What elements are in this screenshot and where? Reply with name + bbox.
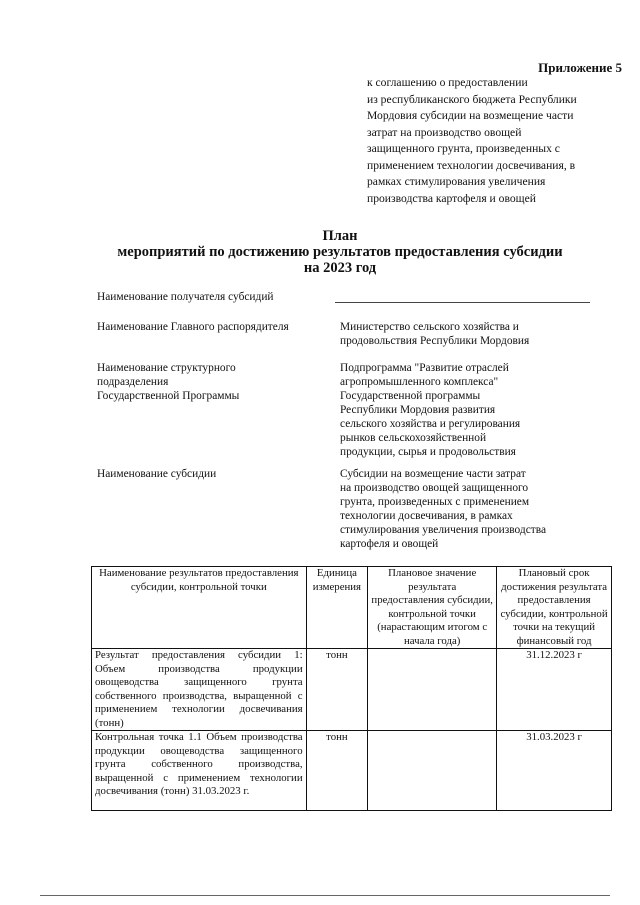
row-result-name: Контрольная точка 1.1 Объем производства продукции овощеводства защищенного грунта собственного производства, выращенной с применением технологии досвечивания (тонн) 31.03.2023 г. <box>92 731 307 811</box>
header-unit: Единица измерения <box>306 567 368 649</box>
table-row <box>92 649 612 731</box>
row-unit: тонн <box>306 649 368 731</box>
value-line: Государственной программы <box>340 390 481 402</box>
page-bottom-rule <box>40 895 610 896</box>
value-line: картофеля и овощей <box>340 538 439 550</box>
subsidy-value <box>340 467 570 551</box>
recipient-label: Наименование получателя субсидий <box>97 291 274 303</box>
row-unit: тонн <box>306 731 368 811</box>
subsidy-label: Наименование субсидии <box>97 468 217 480</box>
appendix-title: Приложение 5 <box>538 60 622 75</box>
appendix-line: к соглашению о предоставлении <box>367 76 528 89</box>
appendix-line: применением технологии досвечивания, в <box>367 158 576 172</box>
value-line: продовольствия Республики Мордовия <box>340 335 530 347</box>
header-result-name: Наименование результатов предоставления субсидии, контрольной точки <box>92 567 307 649</box>
appendix-line: защищенного грунта, произведенных с <box>367 142 560 155</box>
value-line: сельского хозяйства и регулирования <box>340 418 521 430</box>
value-line: продукции, сырья и продовольствия <box>340 446 516 458</box>
value-line: Субсидии на возмещение части затрат <box>340 468 526 480</box>
header-planned-deadline: Плановый срок достижения результата предоставления субсидии, контрольной точки на текущий финансовый год <box>497 567 612 649</box>
value-line: технологии досвечивания, в рамках <box>340 510 513 522</box>
appendix-line: из республиканского бюджета Республики <box>367 92 577 106</box>
row-result-name: Результат предоставления субсидии 1: Объем производства продукции овощеводства защищенного грунта собственного производства, выращенной с применением технологии досвечивания (тонн) <box>92 649 307 731</box>
manager-label: Наименование Главного распорядителя <box>97 321 289 333</box>
table-row <box>92 731 612 811</box>
appendix-line: затрат на производство овощей <box>367 125 522 139</box>
appendix-line: Мордовия субсидии на возмещение части <box>367 109 574 122</box>
title-line-2: мероприятий по достижению результатов предоставления субсидии <box>117 244 563 260</box>
label-line: Наименование структурного <box>97 362 236 374</box>
document-title <box>40 228 640 276</box>
label-line: Государственной Программы <box>97 390 240 402</box>
title-line-1: План <box>322 228 358 244</box>
recipient-blank-line <box>335 302 590 303</box>
row-deadline: 31.03.2023 г <box>497 731 612 811</box>
table-header-row <box>92 567 612 649</box>
appendix-line: рамках стимулирования увеличения <box>367 175 546 188</box>
value-line: Республики Мордовия развития <box>340 404 496 416</box>
appendix-line: производства картофеля и овощей <box>367 191 536 205</box>
row-deadline: 31.12.2023 г <box>497 649 612 731</box>
value-line: грунта, произведенных с применением <box>340 496 530 508</box>
value-line: Министерство сельского хозяйства и <box>340 321 519 333</box>
structural-value <box>340 361 570 459</box>
header-planned-value: Плановое значение результата предоставления субсидии, контрольной точки (нарастающим итогом с начала года) <box>368 567 497 649</box>
appendix-text <box>367 75 622 207</box>
row-planned-value <box>368 649 497 731</box>
label-line: подразделения <box>97 376 169 388</box>
row-planned-value <box>368 731 497 811</box>
plan-table <box>91 566 612 811</box>
value-line: стимулирования увеличения производства <box>340 524 547 536</box>
title-line-3: на 2023 год <box>303 260 377 276</box>
value-line: агропромышленного комплекса" <box>340 376 499 388</box>
manager-value <box>340 320 570 348</box>
value-line: на производство овощей защищенного <box>340 482 529 494</box>
value-line: рынков сельскохозяйственной <box>340 432 487 444</box>
value-line: Подпрограмма "Развитие отраслей <box>340 362 509 374</box>
structural-label <box>97 361 327 403</box>
